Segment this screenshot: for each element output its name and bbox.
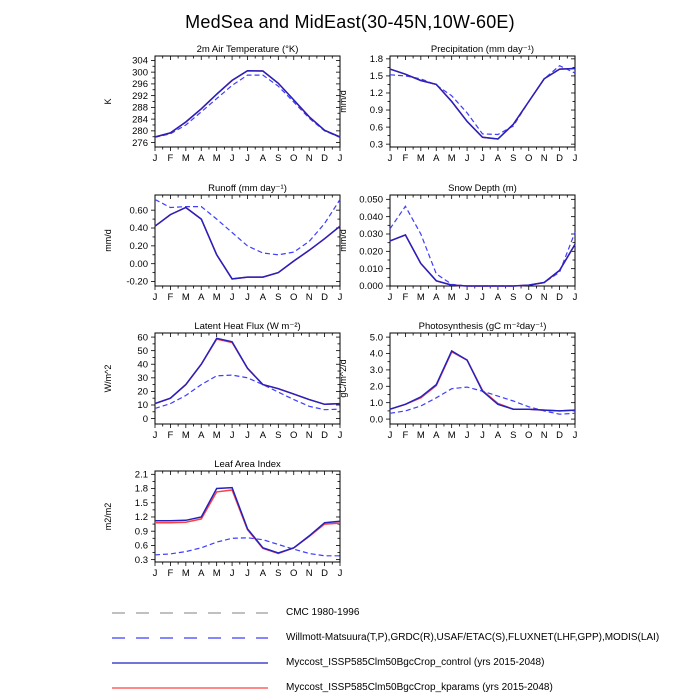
svg-text:O: O — [290, 568, 298, 579]
svg-text:A: A — [433, 292, 440, 303]
svg-text:N: N — [540, 292, 548, 303]
svg-text:292: 292 — [132, 90, 148, 102]
svg-text:0.9: 0.9 — [369, 105, 383, 117]
svg-text:W/m^2: W/m^2 — [103, 364, 113, 393]
svg-text:1.8: 1.8 — [369, 54, 383, 66]
svg-text:A: A — [494, 430, 502, 441]
svg-text:J: J — [152, 430, 158, 441]
svg-text:O: O — [525, 292, 533, 303]
svg-text:J: J — [245, 430, 250, 441]
figure-title: MedSea and MidEast(30-45N,10W-60E) — [185, 12, 515, 32]
svg-text:-0.20: -0.20 — [126, 276, 148, 288]
svg-text:0.20: 0.20 — [129, 241, 148, 253]
svg-text:J: J — [387, 292, 393, 303]
svg-text:J: J — [152, 568, 158, 579]
panel-leaf-area-index — [95, 459, 357, 591]
legend-line-sample-cmc — [110, 608, 270, 618]
svg-text:N: N — [305, 153, 313, 164]
svg-text:0.6: 0.6 — [369, 122, 383, 134]
svg-text:0.020: 0.020 — [359, 246, 383, 258]
svg-text:288: 288 — [132, 102, 148, 114]
svg-text:A: A — [433, 153, 440, 164]
svg-text:M: M — [181, 153, 190, 164]
svg-text:1.8: 1.8 — [134, 483, 148, 495]
svg-text:J: J — [480, 292, 485, 303]
legend-line-sample-kparams — [110, 683, 270, 693]
panel-runoff — [95, 183, 357, 315]
svg-text:m2/m2: m2/m2 — [103, 502, 113, 531]
svg-text:D: D — [556, 430, 564, 441]
svg-text:A: A — [494, 153, 502, 164]
svg-text:F: F — [167, 153, 174, 164]
svg-text:F: F — [167, 430, 174, 441]
svg-text:N: N — [305, 430, 313, 441]
svg-text:5.0: 5.0 — [369, 332, 383, 344]
svg-text:S: S — [510, 153, 517, 164]
svg-text:M: M — [416, 153, 425, 164]
svg-text:0.000: 0.000 — [359, 281, 383, 293]
svg-text:A: A — [198, 292, 205, 303]
svg-text:D: D — [556, 292, 564, 303]
svg-text:F: F — [167, 292, 174, 303]
svg-text:mm/d: mm/d — [103, 229, 113, 252]
svg-text:J: J — [572, 153, 578, 164]
svg-text:M: M — [447, 292, 456, 303]
svg-text:0.60: 0.60 — [129, 205, 148, 217]
panel-precipitation — [330, 44, 592, 176]
panel-photosynthesis — [330, 321, 592, 453]
svg-text:A: A — [433, 430, 440, 441]
svg-text:J: J — [464, 430, 470, 441]
svg-text:J: J — [245, 292, 250, 303]
svg-text:J: J — [387, 430, 393, 441]
svg-text:1.2: 1.2 — [134, 512, 148, 524]
svg-text:0.40: 0.40 — [129, 223, 148, 235]
svg-text:F: F — [402, 153, 409, 164]
svg-text:0.9: 0.9 — [134, 526, 148, 538]
svg-text:J: J — [337, 568, 343, 579]
svg-text:4.0: 4.0 — [369, 348, 383, 360]
svg-text:0.3: 0.3 — [369, 139, 383, 151]
svg-text:S: S — [510, 292, 517, 303]
svg-text:M: M — [212, 568, 221, 579]
svg-text:M: M — [181, 430, 190, 441]
svg-text:D: D — [321, 153, 329, 164]
svg-text:O: O — [290, 430, 298, 441]
svg-text:40: 40 — [137, 359, 148, 371]
svg-text:D: D — [321, 292, 329, 303]
svg-text:M: M — [212, 153, 221, 164]
legend-label-control: Myccost_ISSP585Clm50BgcCrop_control (yrs 2015-2048) — [286, 657, 545, 668]
svg-text:Leaf Area Index: Leaf Area Index — [214, 459, 281, 470]
chart-runoff — [95, 183, 357, 315]
svg-text:M: M — [212, 430, 221, 441]
svg-text:J: J — [229, 568, 235, 579]
svg-text:S: S — [275, 292, 282, 303]
svg-text:2m Air Temperature (°K): 2m Air Temperature (°K) — [196, 44, 299, 55]
svg-text:1.5: 1.5 — [369, 71, 383, 83]
svg-text:J: J — [480, 153, 485, 164]
svg-text:O: O — [290, 153, 298, 164]
svg-text:N: N — [305, 292, 313, 303]
svg-text:0: 0 — [142, 413, 148, 425]
svg-text:M: M — [181, 568, 190, 579]
svg-text:D: D — [321, 568, 329, 579]
svg-text:J: J — [245, 568, 250, 579]
svg-text:2.0: 2.0 — [369, 381, 383, 393]
svg-text:J: J — [152, 153, 158, 164]
svg-text:J: J — [152, 292, 158, 303]
svg-text:Photosynthesis (gC m⁻²day⁻¹): Photosynthesis (gC m⁻²day⁻¹) — [418, 321, 547, 332]
svg-text:D: D — [556, 153, 564, 164]
svg-text:N: N — [305, 568, 313, 579]
svg-text:J: J — [337, 292, 343, 303]
svg-text:O: O — [525, 430, 533, 441]
svg-text:J: J — [464, 153, 470, 164]
svg-text:Precipitation (mm day⁻¹): Precipitation (mm day⁻¹) — [430, 44, 535, 55]
svg-text:J: J — [572, 292, 578, 303]
svg-text:M: M — [212, 292, 221, 303]
svg-text:10: 10 — [137, 400, 148, 412]
legend-item-control — [110, 650, 690, 675]
svg-text:296: 296 — [132, 79, 148, 91]
svg-text:J: J — [480, 430, 485, 441]
svg-text:A: A — [259, 568, 267, 579]
svg-text:F: F — [402, 430, 409, 441]
svg-text:0.00: 0.00 — [129, 258, 148, 270]
chart-precipitation — [330, 44, 592, 176]
svg-text:N: N — [540, 153, 548, 164]
svg-text:S: S — [510, 430, 517, 441]
chart-snow-depth — [330, 183, 592, 315]
svg-text:50: 50 — [137, 345, 148, 357]
svg-text:S: S — [275, 568, 282, 579]
legend-line-sample-control — [110, 658, 270, 668]
svg-text:276: 276 — [132, 137, 148, 149]
svg-text:J: J — [572, 430, 578, 441]
svg-text:Runoff (mm day⁻¹): Runoff (mm day⁻¹) — [208, 183, 287, 194]
svg-text:A: A — [259, 153, 267, 164]
svg-text:280: 280 — [132, 126, 148, 138]
svg-text:Latent Heat Flux (W m⁻²): Latent Heat Flux (W m⁻²) — [194, 321, 301, 332]
svg-text:300: 300 — [132, 67, 148, 79]
svg-text:0.030: 0.030 — [359, 229, 383, 241]
svg-text:M: M — [447, 153, 456, 164]
chart-photosynthesis — [330, 321, 592, 453]
svg-text:J: J — [229, 292, 235, 303]
legend-label-observations: Willmott-Matsuura(T,P),GRDC(R),USAF/ETAC(S),FLUXNET(LHF,GPP),MODIS(LAI) — [286, 632, 660, 643]
panel-2m-air-temperature — [95, 44, 357, 176]
svg-text:A: A — [259, 430, 267, 441]
legend-label-cmc: CMC 1980-1996 — [286, 607, 360, 618]
legend-item-cmc — [110, 600, 690, 625]
svg-text:A: A — [198, 153, 205, 164]
svg-text:A: A — [494, 292, 502, 303]
svg-text:A: A — [259, 292, 267, 303]
svg-text:S: S — [275, 153, 282, 164]
svg-text:20: 20 — [137, 386, 148, 398]
panel-latent-heat-flux — [95, 321, 357, 453]
svg-text:mm/d: mm/d — [338, 90, 348, 113]
svg-text:J: J — [229, 430, 235, 441]
legend — [110, 600, 690, 700]
panel-snow-depth — [330, 183, 592, 315]
svg-text:60: 60 — [137, 332, 148, 344]
svg-text:A: A — [198, 430, 205, 441]
legend-item-observations — [110, 625, 690, 650]
svg-text:0.010: 0.010 — [359, 263, 383, 275]
svg-text:0.050: 0.050 — [359, 194, 383, 206]
svg-text:M: M — [416, 430, 425, 441]
svg-text:J: J — [337, 153, 343, 164]
svg-text:O: O — [290, 292, 298, 303]
svg-text:J: J — [387, 153, 393, 164]
svg-text:J: J — [245, 153, 250, 164]
svg-text:1.2: 1.2 — [369, 88, 383, 100]
svg-text:S: S — [275, 430, 282, 441]
svg-text:mm/d: mm/d — [338, 229, 348, 252]
svg-text:304: 304 — [132, 55, 148, 67]
svg-text:F: F — [167, 568, 174, 579]
svg-text:284: 284 — [132, 114, 148, 126]
chart-leaf-area-index — [95, 459, 357, 591]
legend-item-kparams — [110, 675, 690, 700]
svg-text:J: J — [337, 430, 343, 441]
svg-text:O: O — [525, 153, 533, 164]
svg-text:D: D — [321, 430, 329, 441]
svg-text:1.0: 1.0 — [369, 397, 383, 409]
svg-text:gC/m^2/d: gC/m^2/d — [338, 359, 348, 398]
svg-text:J: J — [464, 292, 470, 303]
svg-text:K: K — [103, 98, 113, 105]
svg-text:M: M — [416, 292, 425, 303]
svg-text:N: N — [540, 430, 548, 441]
svg-text:30: 30 — [137, 373, 148, 385]
svg-text:J: J — [229, 153, 235, 164]
svg-text:0.3: 0.3 — [134, 554, 148, 566]
chart-latent-heat-flux — [95, 321, 357, 453]
svg-text:1.5: 1.5 — [134, 497, 148, 509]
svg-text:F: F — [402, 292, 409, 303]
svg-text:0.040: 0.040 — [359, 211, 383, 223]
svg-text:M: M — [181, 292, 190, 303]
svg-text:3.0: 3.0 — [369, 365, 383, 377]
svg-text:A: A — [198, 568, 205, 579]
svg-text:M: M — [447, 430, 456, 441]
svg-text:0.6: 0.6 — [134, 540, 148, 552]
legend-label-kparams: Myccost_ISSP585Clm50BgcCrop_kparams (yrs 2015-2048) — [286, 682, 553, 693]
svg-text:2.1: 2.1 — [134, 469, 148, 481]
legend-line-sample-observations — [110, 633, 270, 643]
svg-text:0.0: 0.0 — [369, 414, 383, 426]
svg-text:Snow Depth (m): Snow Depth (m) — [448, 183, 517, 194]
chart-2m-air-temperature — [95, 44, 357, 176]
